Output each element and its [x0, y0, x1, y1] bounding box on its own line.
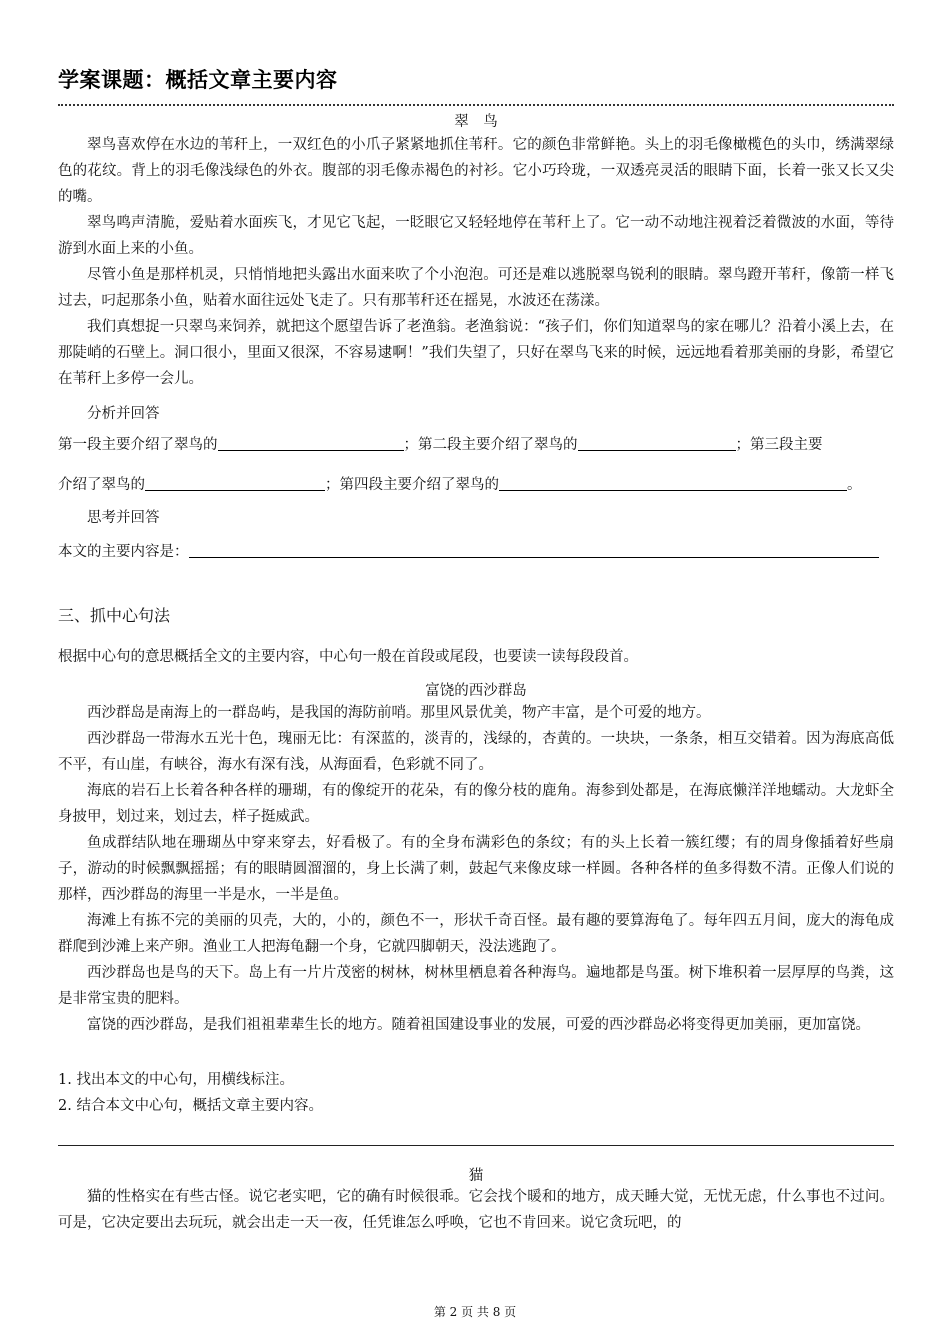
section-instruction: 根据中心句的意思概括全文的主要内容，中心句一般在首段或尾段，也要读一读每段段首。	[58, 649, 638, 665]
question-text: ；第四段主要介绍了翠鸟的	[325, 477, 499, 493]
story2-paragraph: 西沙群岛是南海上的一群岛屿，是我国的海防前哨。那里风景优美，物产丰富，是个可爱的地方。	[87, 705, 711, 721]
main-content-label: 本文的主要内容是：	[58, 544, 189, 560]
main-content-line	[58, 540, 894, 561]
page-title: 学案课题：概括文章主要内容	[58, 68, 338, 92]
question-item: 2. 结合本文中心句，概括文章主要内容。	[58, 1098, 323, 1114]
answer-blank[interactable]	[189, 543, 879, 558]
story1-title: 翠 鸟	[454, 114, 498, 130]
story2-paragraph: 海滩上有拣不完的美丽的贝壳，大的，小的，颜色不一，形状千奇百怪。最有趣的要算海龟了。每年四五月间，庞大的海龟成群爬到沙滩上来产卵。渔业工人把海龟翻一个身，它就四脚朝天，没法逃跑了。	[58, 913, 894, 955]
page-footer: 第 2 页 共 8 页	[433, 1305, 517, 1319]
question-text: 。	[847, 477, 862, 493]
answer-blank[interactable]	[499, 476, 847, 491]
question-item: 1. 找出本文的中心句，用横线标注。	[58, 1072, 294, 1088]
question-text: ；第二段主要介绍了翠鸟的	[403, 437, 578, 453]
answer-blank[interactable]	[145, 476, 325, 491]
story1-paragraph: 我们真想捉一只翠鸟来饲养，就把这个愿望告诉了老渔翁。老渔翁说：“孩子们，你们知道翠鸟的家在哪儿？沿着小溪上去，在那陡峭的石壁上。洞口很小，里面又很深，不容易逮啊！”我们失望了，只好在翠鸟飞来的时候，远远地看着那美丽的身影，希望它在苇秆上多停一会儿。	[58, 319, 894, 387]
story2-paragraph: 西沙群岛也是鸟的天下。岛上有一片片茂密的树林，树林里栖息着各种海鸟。遍地都是鸟蛋。树下堆积着一层厚厚的鸟粪，这是非常宝贵的肥料。	[58, 965, 894, 1007]
story2-title: 富饶的西沙群岛	[425, 683, 527, 699]
story1-paragraph: 尽管小鱼是那样机灵，只悄悄地把头露出水面来吹了个小泡泡。可还是难以逃脱翠鸟锐利的眼睛。翠鸟蹬开苇秆，像箭一样飞过去，叼起那条小鱼，贴着水面往远处飞走了。只有那苇秆还在摇晃，水波还在荡漾。	[58, 267, 894, 309]
story3-title: 猫	[468, 1168, 484, 1184]
story1-paragraph: 翠鸟鸣声清脆，爱贴着水面疾飞，才见它飞起，一眨眼它又轻轻地停在苇秆上了。它一动不动地注视着泛着微波的水面，等待游到水面上来的小鱼。	[58, 215, 894, 257]
story3-paragraph: 猫的性格实在有些古怪。说它老实吧，它的确有时候很乖。它会找个暖和的地方，成天睡大觉，无忧无虑，什么事也不过问。可是，它决定要出去玩玩，就会出走一天一夜，任凭谁怎么呼唤，它也不肯回来。说它贪玩吧，的	[58, 1189, 894, 1231]
answer-blank[interactable]	[218, 436, 404, 451]
analyze-label: 分析并回答	[87, 406, 160, 422]
section-divider	[58, 1145, 894, 1146]
question-line-2	[58, 473, 894, 494]
think-label: 思考并回答	[87, 510, 160, 526]
story2-paragraph: 富饶的西沙群岛，是我们祖祖辈辈生长的地方。随着祖国建设事业的发展，可爱的西沙群岛必将变得更加美丽，更加富饶。	[87, 1017, 870, 1033]
question-line-1	[58, 433, 894, 454]
section-heading: 三、抓中心句法	[58, 606, 171, 625]
question-text: 介绍了翠鸟的	[58, 477, 145, 493]
story1-paragraph: 翠鸟喜欢停在水边的苇秆上，一双红色的小爪子紧紧地抓住苇秆。它的颜色非常鲜艳。头上的羽毛像橄榄色的头巾，绣满翠绿色的花纹。背上的羽毛像浅绿色的外衣。腹部的羽毛像赤褐色的衬衫。它小巧玲珑，一双透亮灵活的眼睛下面，长着一张又长又尖的嘴。	[58, 137, 894, 205]
question-text: ；第三段主要	[735, 437, 823, 453]
header-divider	[58, 104, 894, 106]
answer-blank[interactable]	[578, 436, 736, 451]
story2-paragraph: 西沙群岛一带海水五光十色，瑰丽无比：有深蓝的，淡青的，浅绿的，杏黄的。一块块，一条条，相互交错着。因为海底高低不平，有山崖，有峡谷，海水有深有浅，从海面看，色彩就不同了。	[58, 731, 894, 773]
story2-paragraph: 鱼成群结队地在珊瑚丛中穿来穿去，好看极了。有的全身布满彩色的条纹；有的头上长着一簇红缨；有的周身像插着好些扇子，游动的时候飘飘摇摇；有的眼睛圆溜溜的，身上长满了刺，鼓起气来像皮球一样圆。各种各样的鱼多得数不清。正像人们说的那样，西沙群岛的海里一半是水，一半是鱼。	[58, 835, 894, 903]
story2-paragraph: 海底的岩石上长着各种各样的珊瑚，有的像绽开的花朵，有的像分枝的鹿角。海参到处都是，在海底懒洋洋地蠕动。大龙虾全身披甲，划过来，划过去，样子挺威武。	[58, 783, 894, 825]
question-text: 第一段主要介绍了翠鸟的	[58, 437, 218, 453]
